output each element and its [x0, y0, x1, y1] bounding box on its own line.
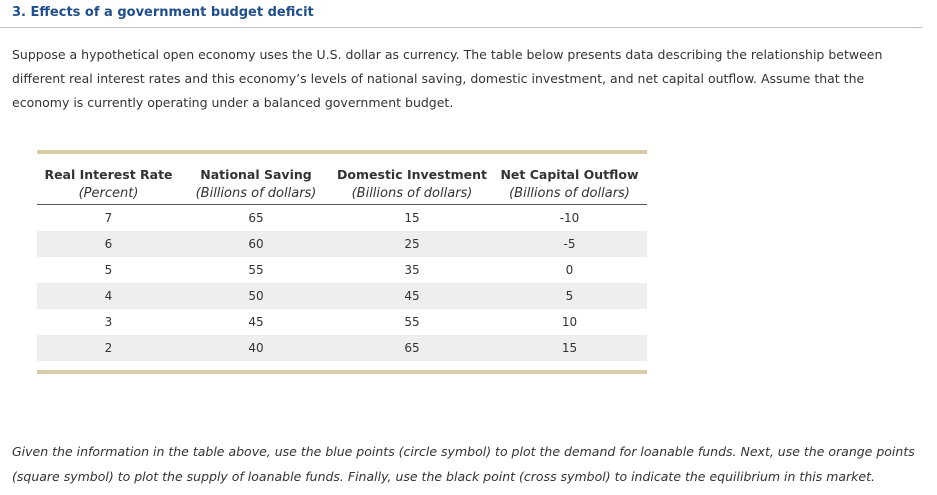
table-cell: 65	[248, 211, 264, 225]
table-cell: 4	[37, 283, 180, 309]
problem-header	[0, 0, 923, 28]
table-bottom-rule	[37, 370, 647, 374]
table-row	[37, 231, 647, 257]
unit-row	[37, 182, 647, 205]
instructions-paragraph: Given the information in the table above, use the blue points (circle symbol) to plot the demand for loanable funds. Next, use the orange points (square symbol) to plot the supply of loanable funds. Finally, use the black point (cross symbol) to indicate the equilibrium in this market.	[12, 444, 915, 484]
table-row	[37, 309, 647, 335]
table-cell: 55	[248, 263, 264, 277]
column-unit-interest-rate: (Percent)	[37, 182, 180, 205]
table-row	[37, 257, 647, 283]
table-cell: 5	[104, 263, 113, 277]
table-cell: 2	[37, 335, 180, 361]
table-cell: -5	[492, 231, 647, 257]
table-cell: 50	[180, 283, 332, 309]
column-header-domestic-investment: Domestic Investment	[337, 167, 487, 182]
table-cell: 10	[561, 315, 578, 329]
table-row	[37, 205, 647, 232]
table-cell: -10	[559, 211, 580, 225]
column-unit-national-saving: (Billions of dollars)	[180, 182, 332, 205]
column-header-national-saving: National Saving	[200, 167, 312, 182]
table-cell: 45	[248, 315, 264, 329]
table-cell: 25	[332, 231, 492, 257]
table-cell: 35	[404, 263, 420, 277]
column-header-interest-rate: Real Interest Rate	[44, 167, 173, 182]
data-table	[37, 154, 647, 361]
table-cell: 0	[565, 263, 574, 277]
column-unit-net-capital-outflow: (Billions of dollars)	[492, 182, 647, 205]
table-cell: 3	[104, 315, 113, 329]
table-cell: 60	[180, 231, 332, 257]
column-header-net-capital-outflow: Net Capital Outflow	[500, 167, 639, 182]
table-cell: 55	[404, 315, 420, 329]
table-row	[37, 283, 647, 309]
table-cell: 7	[104, 211, 113, 225]
table-cell: 45	[332, 283, 492, 309]
column-unit-domestic-investment: (Billions of dollars)	[332, 182, 492, 205]
problem-title: 3. Effects of a government budget deficit	[12, 5, 314, 20]
intro-paragraph: Suppose a hypothetical open economy uses the U.S. dollar as currency. The table below presents data describing the relationship between different real interest rates and this economy’s levels of national saving, domestic investment, and net capital outflow. Assume that the economy is currently operating under a balanced government budget.	[12, 47, 883, 110]
table-cell: 15	[492, 335, 647, 361]
table-cell: 15	[404, 211, 420, 225]
data-table-container	[37, 150, 647, 374]
header-row	[37, 154, 647, 182]
table-row	[37, 335, 647, 361]
table-cell: 6	[37, 231, 180, 257]
table-cell: 65	[332, 335, 492, 361]
table-cell: 40	[180, 335, 332, 361]
table-cell: 5	[492, 283, 647, 309]
